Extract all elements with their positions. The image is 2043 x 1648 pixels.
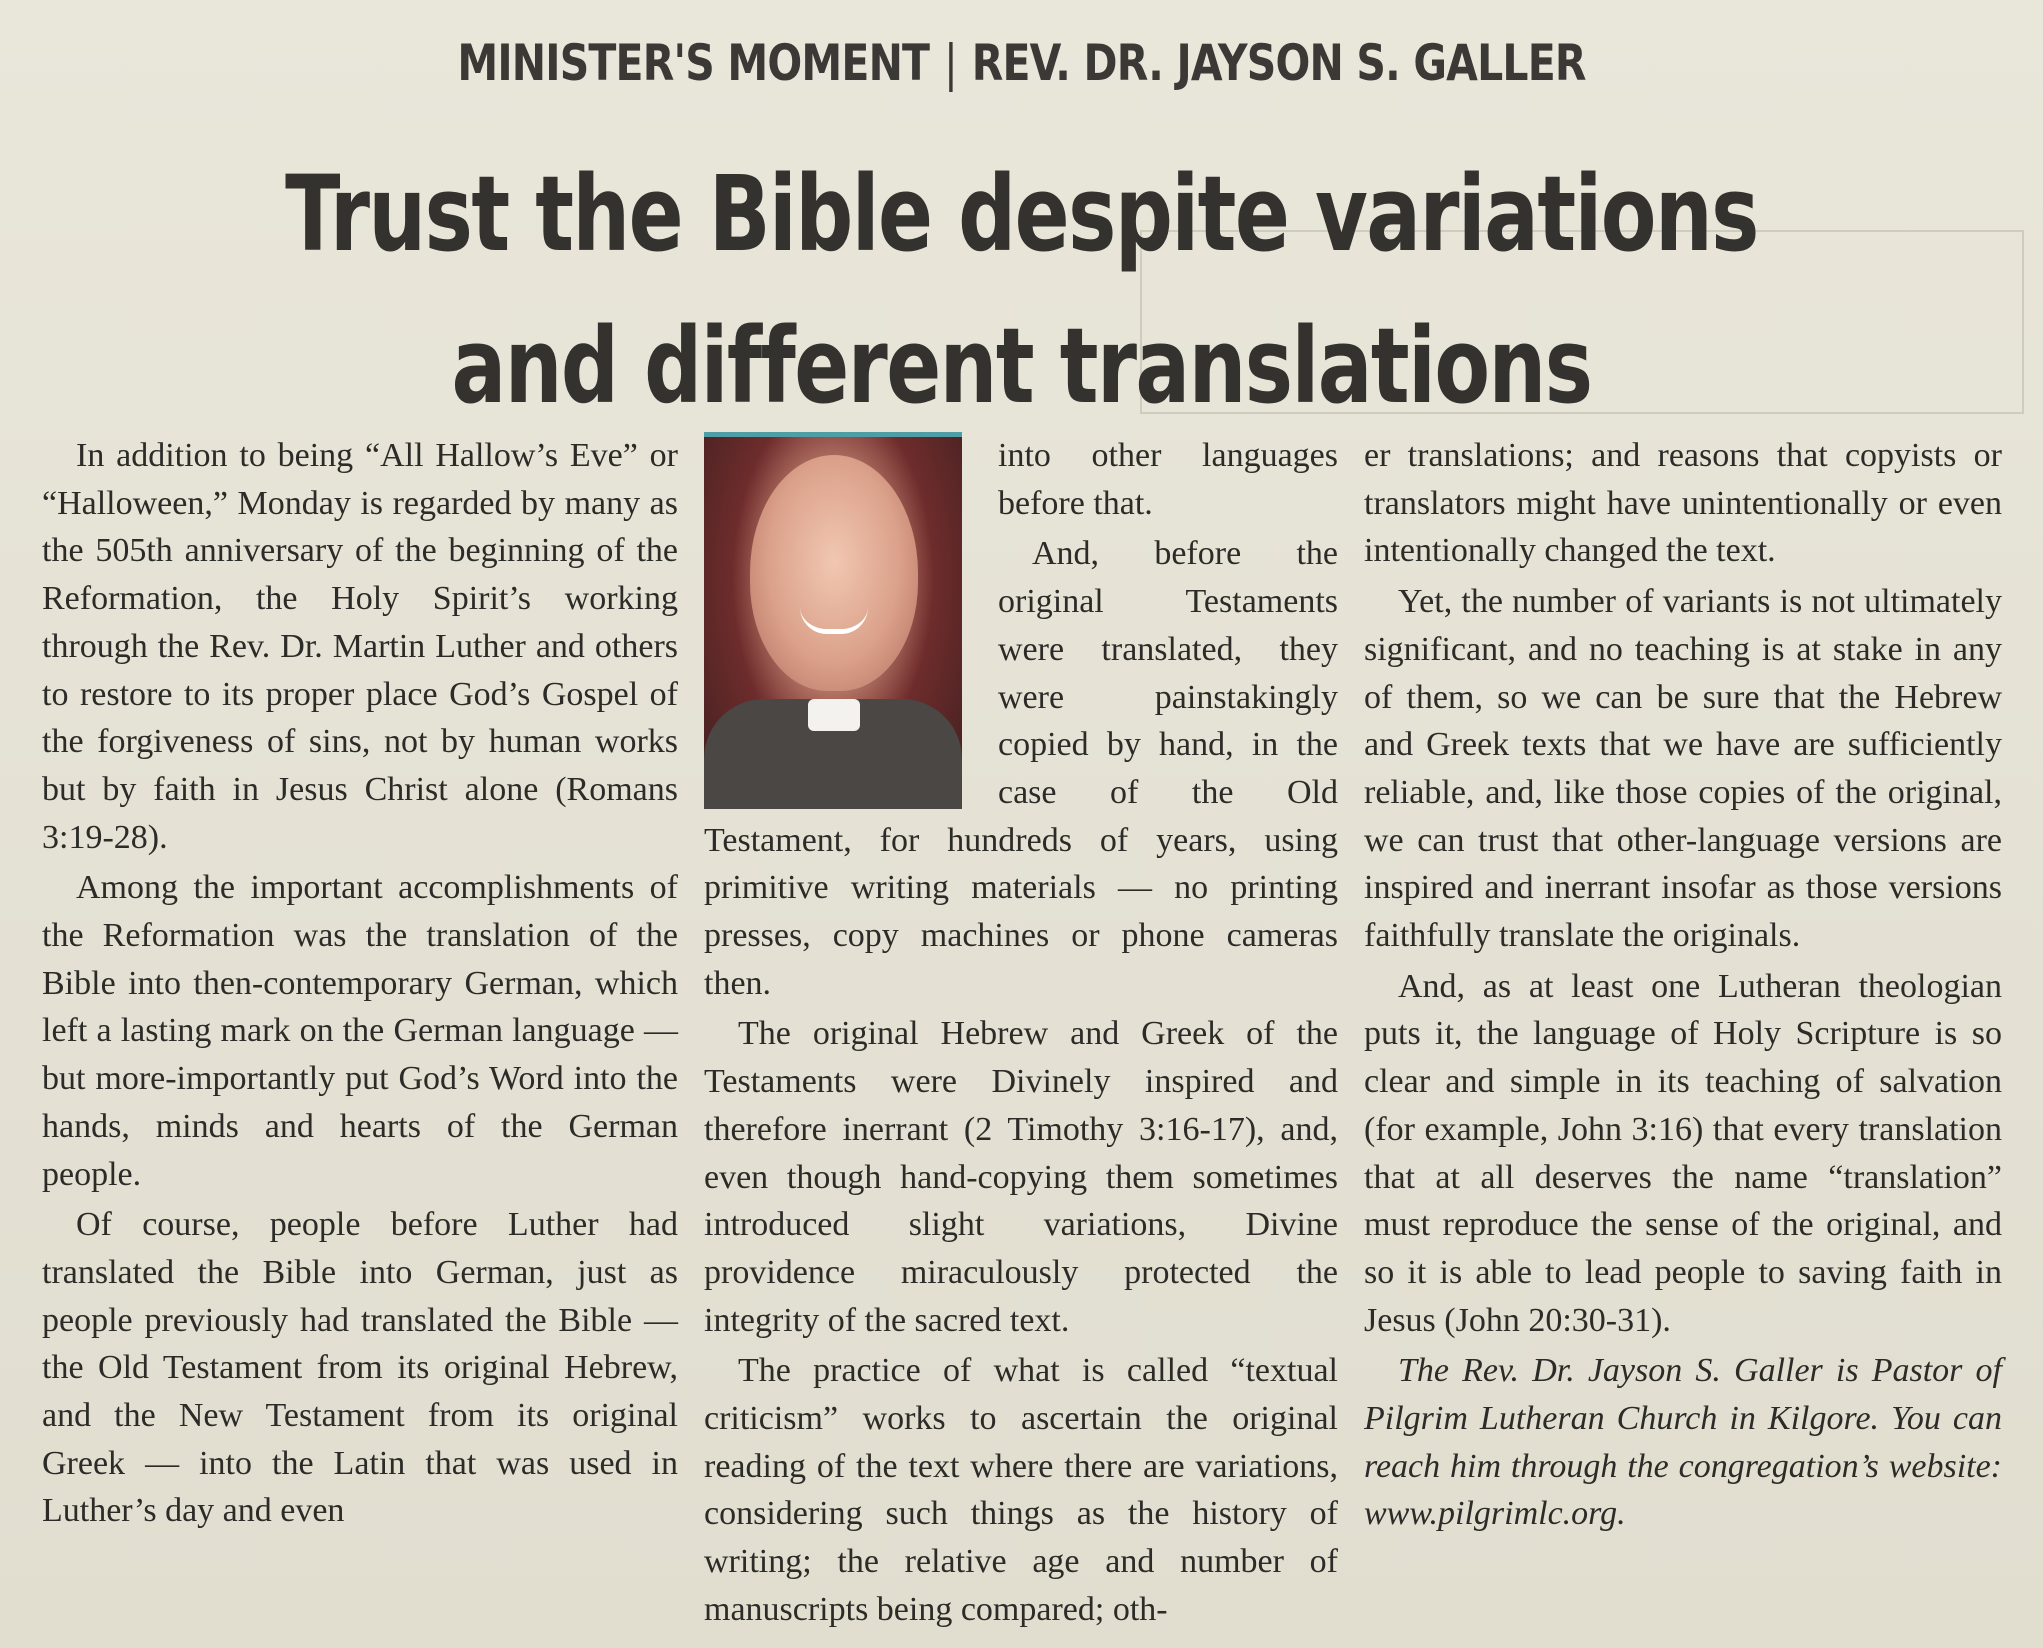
headline-line-2: and different translations: [451, 305, 1592, 427]
photo-clerical-collar: [808, 699, 860, 731]
paragraph: Yet, the number of variants is not ultimately significant, and no teaching is at stake in any of them, so we can be sure that the Hebrew and Greek texts that we have are sufficiently reliable, and, like those copies of the original, we can trust that other-language versions are inspired and inerrant insofar as those versions faithfully translate the originals.: [1364, 583, 2002, 955]
article-column-1: [42, 432, 678, 1538]
paragraph: And, before the original Testaments were translated, they were painstakingly copied by hand, in the case of the Old Testament, for hundreds of years, using primitive writing materials — no printing presses, copy machines or phone cameras then.: [704, 535, 1338, 1002]
paragraph: The original Hebrew and Greek of the Testaments were Divinely inspired and therefore inerrant (2 Timothy 3:16-17), and, even though hand-copying them sometimes introduced slight variations, Divine providence miraculously protected the integrity of the sacred text.: [704, 1015, 1338, 1339]
kicker-separator: |: [943, 34, 957, 92]
paragraph: The practice of what is called “textual criticism” works to ascertain the original reading of the text where there are variations, considering such things as the history of writing; the relative age and number of manuscripts being compared; oth-: [704, 1352, 1338, 1628]
paragraph: And, as at least one Lutheran theologian puts it, the language of Holy Scripture is so clear and simple in its teaching of salvation (for example, John 3:16) that every translation that at all deserves the name “translation” must reproduce the sense of the original, and so it is able to lead people to saving faith in Jesus (John 20:30-31).: [1364, 967, 2002, 1339]
paragraph: In addition to being “All Hallow’s Eve” or “Halloween,” Monday is regarded by many as the 505th anniversary of the beginning of the Reformation, the Holy Spirit’s working through the Rev. Dr. Martin Luther and others to restore to its proper place God’s Gospel of the forgiveness of sins, not by human works but by faith in Jesus Christ alone (Romans 3:19-28).: [42, 437, 678, 856]
photo-face: [750, 455, 918, 691]
article-column-2: [704, 432, 1338, 1637]
paragraph: Among the important accomplishments of the Reformation was the translation of the Bible into then-contemporary German, which left a lasting mark on the German language — but more-importantly put God’s Word into the hands, minds and hearts of the German people.: [42, 869, 678, 1193]
paragraph: into other languages before that.: [998, 437, 1338, 522]
author-bio: The Rev. Dr. Jayson S. Galler is Pastor of Pilgrim Lutheran Church in Kilgore. You can reach him through the congregation’s website: www.pilgrimlc.org.: [1364, 1352, 2002, 1533]
author-photo: [704, 432, 962, 809]
paragraph: er translations; and reasons that copyists or translators might have unintentionally or even intentionally changed the text.: [1364, 437, 2002, 570]
paragraph: Of course, people before Luther had translated the Bible into German, just as people previously had translated the Bible — the Old Testament from its original Hebrew, and the New Testament from its original Greek — into the Latin that was used in Luther’s day and even: [42, 1206, 678, 1530]
headline: [0, 138, 2043, 442]
author-name: REV. DR. JAYSON S. GALLER: [971, 34, 1586, 92]
column-kicker: [184, 34, 1859, 92]
headline-line-1: Trust the Bible despite variations: [285, 153, 1758, 275]
article-column-3: [1364, 432, 2002, 1541]
section-name: MINISTER'S MOMENT: [457, 34, 930, 92]
